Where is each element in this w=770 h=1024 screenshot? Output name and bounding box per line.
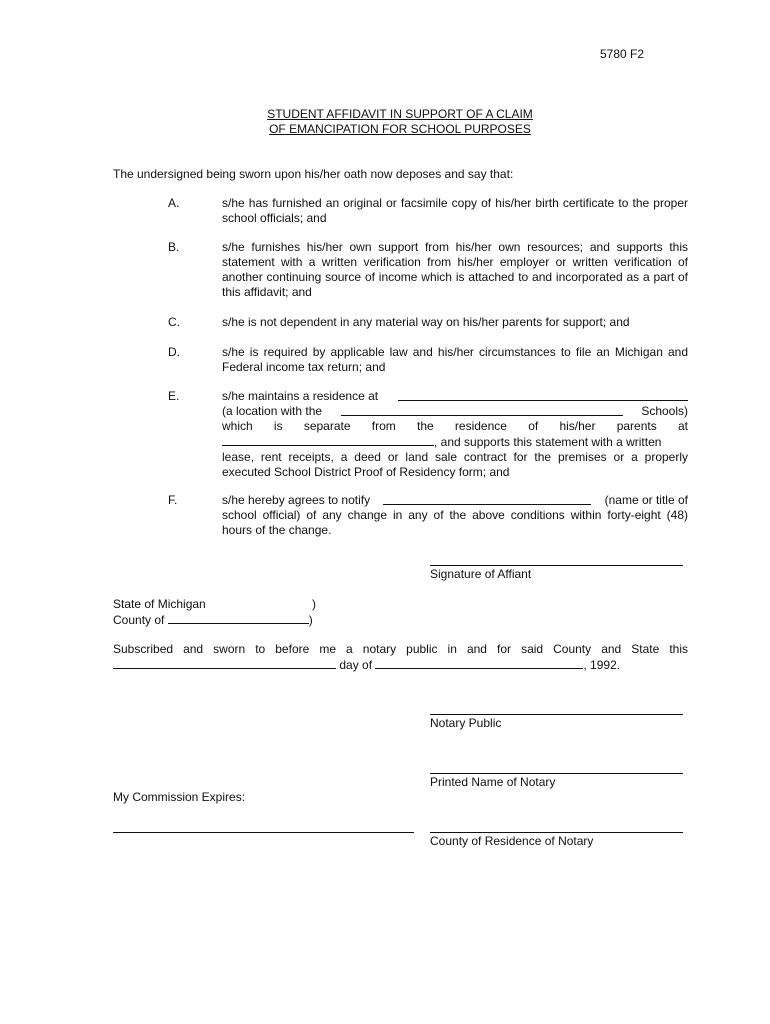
item-e-text: [222, 389, 688, 480]
item-f-line-1: s/he hereby agrees to notify (name or title of: [222, 493, 688, 507]
affiant-signature-line[interactable]: [430, 565, 683, 566]
printed-name-label: Printed Name of Notary: [430, 775, 556, 789]
item-a-text: s/he has furnished an original or facsimile copy of his/her birth certificate to the proper school officials; and: [222, 196, 688, 225]
item-e-line-3: which is separate from the residence of his/her parents at: [222, 419, 688, 433]
item-f-line-3: hours of the change.: [222, 523, 332, 537]
commission-label: My Commission Expires:: [113, 790, 246, 804]
item-e-line-1: s/he maintains a residence at: [222, 389, 688, 404]
subscribed-line-2: day of , 1992.: [113, 657, 620, 673]
item-e-letter: E.: [168, 389, 180, 403]
item-c-letter: C.: [168, 315, 180, 329]
residence-address-field[interactable]: [398, 389, 688, 401]
state-paren: ): [312, 597, 316, 611]
title-line-2: OF EMANCIPATION FOR SCHOOL PURPOSES: [269, 122, 531, 136]
notary-signature-line[interactable]: [430, 714, 683, 715]
item-f-text: [222, 493, 688, 538]
intro-statement: The undersigned being sworn upon his/her oath now deposes and say that:: [113, 167, 514, 181]
item-e-line-5: lease, rent receipts, a deed or land sale contract for the premises or a properly: [222, 450, 688, 464]
item-f-line-2: school official) of any change in any of the above conditions within forty-eight (48): [222, 508, 688, 522]
form-number: 5780 F2: [600, 47, 645, 61]
county-label: County of ): [113, 613, 313, 627]
item-d-text: s/he is required by applicable law and his/her circumstances to file an Michigan and Federal income tax return; and: [222, 345, 688, 374]
affiant-signature-label: Signature of Affiant: [430, 567, 532, 581]
printed-name-line[interactable]: [430, 773, 683, 774]
county-residence-label: County of Residence of Notary: [430, 834, 594, 848]
notary-public-label: Notary Public: [430, 716, 502, 730]
item-c-text: s/he is not dependent in any material way on his/her parents for support; and: [222, 315, 630, 329]
item-b-letter: B.: [168, 240, 180, 254]
item-a-letter: A.: [168, 196, 180, 210]
item-e-line-2: (a location with the Schools): [222, 404, 688, 418]
item-d-letter: D.: [168, 345, 180, 359]
day-field[interactable]: [113, 657, 336, 669]
item-b-text: s/he furnishes his/her own support from his/her own resources; and supports this statement with a written verification from his/her employer or written verification of another continuing source of income which is attached to and incorporated as a part of this affidavit; and: [222, 240, 688, 299]
state-label: State of Michigan: [113, 597, 206, 611]
commission-expires-line[interactable]: [113, 832, 414, 833]
month-field[interactable]: [375, 657, 583, 669]
item-f-letter: F.: [168, 493, 178, 507]
item-e-line-6: executed School District Proof of Residency form; and: [222, 465, 510, 479]
subscribed-line-1: Subscribed and sworn to before me a notary public in and for said County and State this: [113, 642, 688, 656]
item-e-line-4: , and supports this statement with a written: [222, 434, 688, 450]
school-official-field[interactable]: [383, 493, 591, 505]
county-residence-line[interactable]: [430, 832, 683, 833]
document-title: [200, 107, 600, 137]
title-line-1: STUDENT AFFIDAVIT IN SUPPORT OF A CLAIM: [267, 107, 533, 121]
parents-address-field[interactable]: [222, 434, 434, 446]
county-field[interactable]: [168, 612, 309, 624]
school-district-field[interactable]: [341, 404, 623, 416]
